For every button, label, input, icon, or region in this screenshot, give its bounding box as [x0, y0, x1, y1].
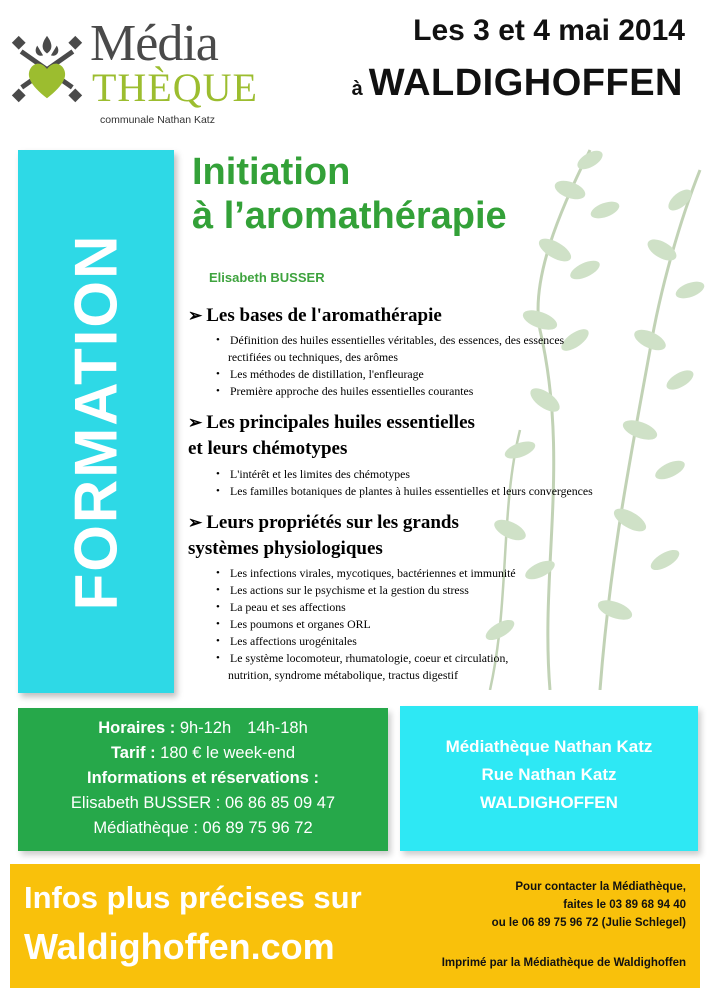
footer-website-url: Waldighoffen.com	[24, 926, 335, 967]
footer-contact-line3: ou le 06 89 75 96 72 (Julie Schlegel)	[491, 917, 686, 929]
formation-sidebar	[18, 150, 174, 693]
hours-row	[18, 716, 388, 741]
schedule-info-box	[18, 708, 388, 851]
list-item: • Première approche des huiles essentielles courantes	[188, 383, 693, 400]
course-title-line2: à l’aromathérapie	[192, 195, 507, 238]
topic-list	[188, 565, 693, 684]
arrow-bullet-icon: ➢	[188, 413, 203, 433]
price-value: 180 € le week-end	[160, 744, 296, 762]
course-title	[192, 150, 507, 239]
arrow-bullet-icon: ➢	[188, 512, 203, 532]
footer-contact-line1: Pour contacter la Médiathèque,	[515, 881, 686, 893]
hours-label: Horaires :	[98, 719, 176, 737]
list-item: • Les poumons et organes ORL	[188, 616, 693, 633]
topic-list	[188, 466, 693, 500]
topic-list	[188, 332, 693, 400]
section-heading: ➢ Les principales huiles essentielles et leurs chémotypes	[188, 412, 475, 460]
list-item: • Le système locomoteur, rhumatologie, coeur et circulation, nutrition, syndrome métabolique, tractus digestif	[188, 650, 693, 684]
event-town: WALDIGHOFFEN	[368, 62, 683, 104]
list-item: • Les infections virales, mycotiques, bactériennes et immunité	[188, 565, 693, 582]
logo-subtitle: communale Nathan Katz	[100, 114, 215, 126]
price-row	[18, 741, 388, 766]
footer-banner	[10, 864, 700, 988]
list-item: • Les familles botaniques de plantes à huiles essentielles et leurs convergences	[188, 483, 693, 500]
list-item: • L'intérêt et les limites des chémotypes	[188, 466, 693, 483]
course-author: Elisabeth BUSSER	[209, 270, 325, 285]
address-box	[400, 706, 698, 851]
event-date: Les 3 et 4 mai 2014	[413, 14, 685, 47]
footer-contact-line2: faites le 03 89 68 94 40	[563, 899, 686, 911]
event-place	[352, 62, 683, 105]
list-item: • Définition des huiles essentielles véritables, des essences, des essences rectifiées ou techniques, des arômes	[188, 332, 693, 366]
contact-person: Elisabeth BUSSER : 06 86 85 09 47	[70, 794, 336, 812]
contact-library: Médiathèque : 06 89 75 96 72	[93, 819, 313, 837]
hours-morning: 9h-12h	[179, 719, 232, 737]
list-item: • Les actions sur le psychisme et la gestion du stress	[188, 582, 693, 599]
footer-website-intro: Infos plus précises sur	[24, 880, 362, 915]
arrow-bullet-icon: ➢	[188, 306, 203, 325]
list-item: • Les méthodes de distillation, l'enfleurage	[188, 366, 693, 383]
logo-name-line2: THÈQUE	[92, 65, 258, 110]
section-heading: ➢ Leurs propriétés sur les grands systèmes physiologiques	[188, 511, 459, 559]
event-place-prefix: à	[351, 78, 363, 100]
contact-heading: Informations et réservations :	[87, 769, 319, 787]
hours-afternoon: 14h-18h	[247, 719, 308, 737]
address-line1: Médiathèque Nathan Katz	[445, 737, 653, 756]
logo	[8, 15, 258, 134]
course-content	[188, 303, 693, 694]
logo-name-line1: Média	[90, 15, 218, 72]
sidebar-label: FORMATION	[62, 233, 130, 610]
address-line3: WALDIGHOFFEN	[480, 793, 618, 812]
footer-contact	[442, 878, 686, 972]
address-line2: Rue Nathan Katz	[481, 765, 617, 784]
heart-cross-emblem-icon	[8, 32, 86, 110]
price-label: Tarif :	[110, 744, 156, 762]
list-item-continuation: nutrition, syndrome métabolique, tractus digestif	[228, 668, 458, 683]
section-heading: ➢ Les bases de l'aromathérapie	[188, 305, 442, 326]
list-item-continuation: rectifiées ou techniques, des arômes	[228, 350, 399, 365]
footer-website	[24, 878, 362, 972]
list-item: • Les affections urogénitales	[188, 633, 693, 650]
footer-printed-by: Imprimé par la Médiathèque de Waldighoffen	[441, 957, 686, 969]
course-title-line1: Initiation	[192, 151, 351, 193]
list-item: • La peau et ses affections	[188, 599, 693, 616]
